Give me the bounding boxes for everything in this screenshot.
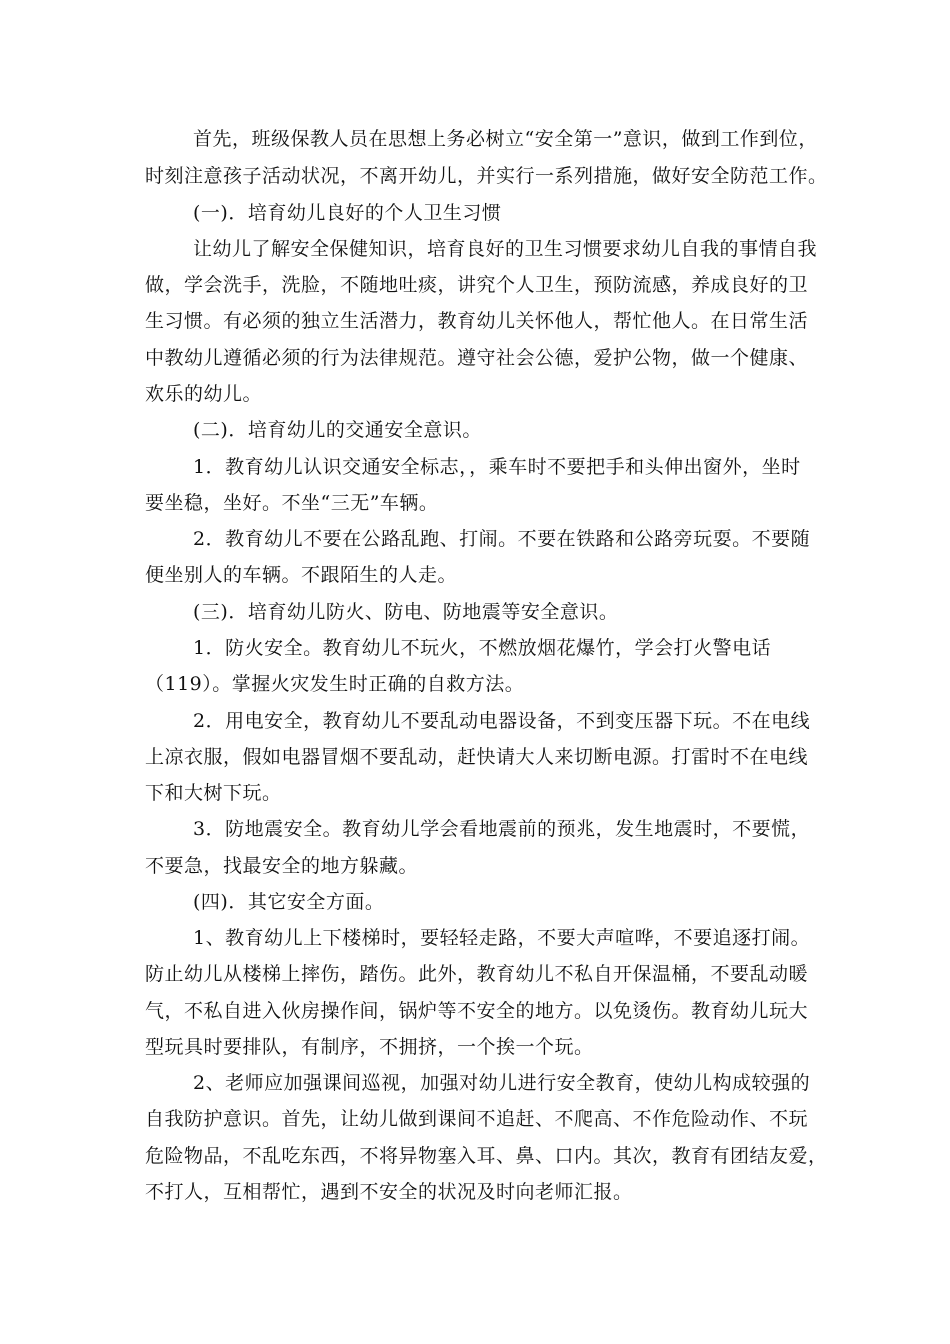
text-line: （119）。掌握火灾发生时正确的自救方法。 [145, 673, 525, 695]
text-line: 型玩具时要排队，有制序，不拥挤，一个挨一个玩。 [145, 1036, 594, 1058]
text-line: 不打人，互相帮忙，遇到不安全的状况及时向老师汇报。 [145, 1181, 633, 1203]
text-line: 2．教育幼儿不要在公路乱跑、打闹。不要在铁路和公路旁玩耍。不要随 [193, 528, 811, 550]
text-line: 1．教育幼儿认识交通安全标志，，乘车时不要把手和头伸出窗外，坐时 [193, 456, 801, 478]
text-line: 1．防火安全。教育幼儿不玩火，不燃放烟花爆竹，学会打火警电话 [193, 637, 772, 659]
section-heading: (四)．其它安全方面。 [193, 891, 385, 913]
text-line: 1、教育幼儿上下楼梯时，要轻轻走路，不要大声喧哗，不要追逐打闹。 [193, 927, 811, 949]
text-line: 生习惯。有必须的独立生活潜力，教育幼儿关怀他人，帮忙他人。在日常生活 [145, 310, 809, 332]
text-line: 首先，班级保教人员在思想上务必树立“安全第一”意识，做到工作到位， [193, 128, 818, 150]
text-line: 防止幼儿从楼梯上摔伤，踏伤。此外，教育幼儿不私自开保温桶，不要乱动暖 [145, 963, 809, 985]
text-line: 3．防地震安全。教育幼儿学会看地震前的预兆，发生地震时，不要慌， [193, 818, 811, 840]
text-line: 要坐稳，坐好。不坐“三无”车辆。 [145, 492, 439, 514]
text-line: 2．用电安全，教育幼儿不要乱动电器设备，不到变压器下玩。不在电线 [193, 710, 811, 732]
text-line: 上凉衣服，假如电器冒烟不要乱动，赶快请大人来切断电源。打雷时不在电线 [145, 746, 809, 768]
text-line: 中教幼儿遵循必须的行为法律规范。遵守社会公德，爱护公物，做一个健康、 [145, 347, 809, 369]
section-heading: (二)．培育幼儿的交通安全意识。 [193, 419, 482, 441]
text-line: 危险物品，不乱吃东西，不将异物塞入耳、鼻、口内。其次，教育有团结友爱， [145, 1145, 828, 1167]
text-line: 欢乐的幼儿。 [145, 383, 263, 405]
section-heading: (三)．培育幼儿防火、防电、防地震等安全意识。 [193, 601, 619, 623]
text-line: 2、老师应加强课间巡视，加强对幼儿进行安全教育，使幼儿构成较强的 [193, 1072, 811, 1094]
text-line: 气，不私自进入伙房操作间，锅炉等不安全的地方。以免烫伤。教育幼儿玩大 [145, 1000, 809, 1022]
text-line: 下和大树下玩。 [145, 782, 282, 804]
text-line: 自我防护意识。首先，让幼儿做到课间不追赶、不爬高、不作危险动作、不玩 [145, 1108, 809, 1130]
text-line: 做，学会洗手，洗脸，不随地吐痰，讲究个人卫生，预防流感，养成良好的卫 [145, 274, 809, 296]
text-line: 时刻注意孩子活动状况，不离开幼儿，并实行一系列措施，做好安全防范工作。 [145, 165, 828, 187]
text-line: 不要急，找最安全的地方躲藏。 [145, 855, 419, 877]
text-line: 让幼儿了解安全保健知识，培育良好的卫生习惯要求幼儿自我的事情自我 [193, 238, 818, 260]
section-heading: (一)．培育幼儿良好的个人卫生习惯 [193, 202, 502, 224]
text-line: 便坐别人的车辆。不跟陌生的人走。 [145, 564, 458, 586]
